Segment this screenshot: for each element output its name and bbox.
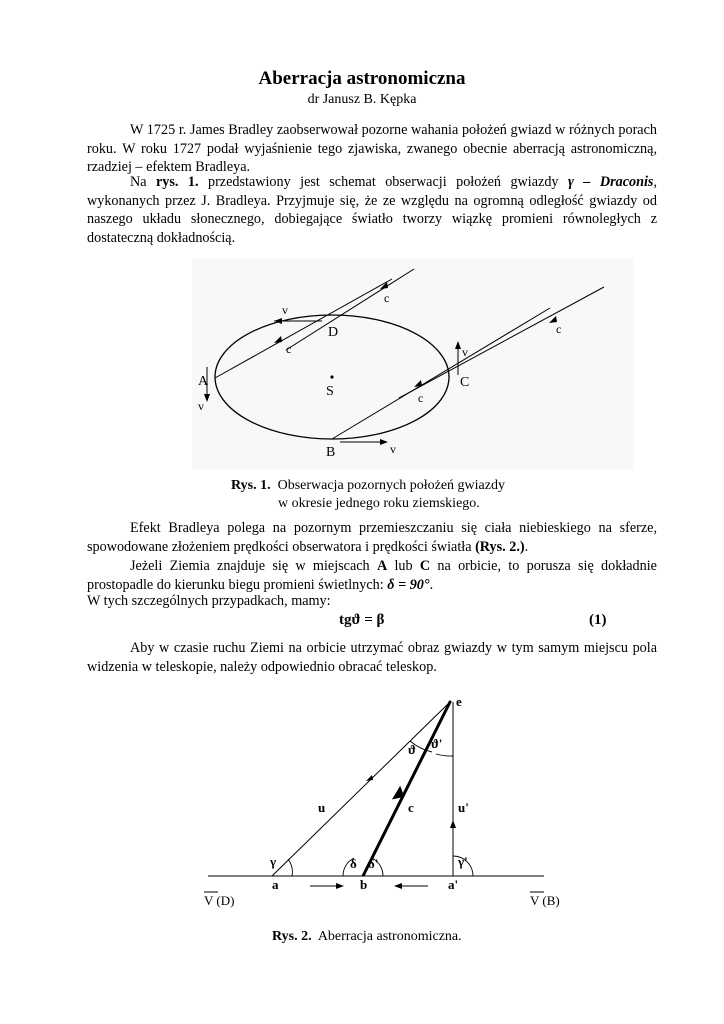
label-a: a bbox=[272, 877, 279, 892]
label-u: u bbox=[318, 800, 326, 815]
figure-1-orbit-diagram bbox=[192, 258, 634, 470]
paragraph-special-cases: W tych szczególnych przypadkach, mamy: bbox=[87, 593, 331, 609]
label-gamma: γ bbox=[270, 854, 277, 869]
caption-label: Rys. 1. bbox=[231, 478, 271, 493]
c-arrow-head bbox=[394, 788, 403, 798]
label-c: c bbox=[408, 800, 414, 815]
light-speed-label: c bbox=[556, 322, 562, 336]
point-label-B: B bbox=[326, 445, 336, 460]
text: przedstawiony jest schemat obserwacji położeń gwiazdy bbox=[198, 174, 568, 190]
paragraph-bradley-effect bbox=[87, 519, 657, 556]
label-theta-prime: ϑ' bbox=[431, 736, 443, 751]
u-arrow-head bbox=[366, 775, 373, 781]
arrow-head bbox=[336, 883, 344, 889]
point-label-S: S bbox=[326, 384, 334, 399]
figure-background bbox=[192, 258, 634, 470]
paragraph-fig1-description bbox=[87, 173, 657, 247]
text: lub bbox=[387, 558, 420, 574]
figure-2-caption bbox=[272, 929, 462, 945]
label-theta: ϑ bbox=[408, 742, 416, 757]
vector-u bbox=[272, 702, 450, 876]
arrow-head bbox=[394, 883, 402, 889]
text: , wykonanych przez J. Bradleya. Przyjmuje się, że ze względu na ogromną odległość gwiazdy od naszego układu słonecznego, dobiegające światło tworzy wiązkę promieni równoległych z dostateczną dokładnością. bbox=[87, 174, 657, 246]
point-label-A: A bbox=[198, 374, 209, 389]
equation-1: tgϑ = β bbox=[339, 612, 385, 628]
velocity-label: v bbox=[282, 303, 288, 317]
paragraph-perpendicular-case bbox=[87, 557, 657, 594]
point-ref-C: C bbox=[419, 558, 431, 574]
text: Na bbox=[130, 174, 156, 190]
formula-delta: δ = 90° bbox=[387, 576, 430, 593]
equation-number: (1) bbox=[589, 612, 607, 628]
label-delta: δ bbox=[350, 856, 357, 871]
u-prime-arrow-head bbox=[450, 820, 456, 828]
label-e: e bbox=[456, 694, 462, 709]
figure-1-caption bbox=[231, 478, 505, 494]
text: Jeżeli Ziemia znajduje się w miejscach bbox=[130, 558, 377, 574]
figure-reference: (Rys. 2.) bbox=[475, 538, 525, 555]
figure-1-caption-line2: w okresie jednego roku ziemskiego. bbox=[278, 496, 480, 511]
page-title: Aberracja astronomiczna bbox=[258, 68, 466, 89]
point-label-C: C bbox=[460, 375, 470, 390]
angle-arc-theta-prime bbox=[436, 754, 453, 756]
author: dr Janusz B. Kępka bbox=[307, 92, 417, 107]
paragraph-telescope: Aby w czasie ruchu Ziemi na orbicie utrzymać obraz gwiazdy w tym samym miejscu pola widzenia w teleskopie, należy odpowiednio obracać teleskop. bbox=[87, 640, 657, 675]
angle-arc-gamma bbox=[288, 859, 292, 876]
caption-text: Obserwacja pozornych położeń gwiazdy bbox=[277, 478, 505, 493]
label-u-prime: u' bbox=[458, 800, 469, 815]
label-b: b bbox=[360, 877, 368, 892]
caption-label: Rys. 2. bbox=[272, 929, 312, 944]
label-delta-prime: δ' bbox=[368, 856, 379, 871]
velocity-label: v bbox=[462, 345, 468, 359]
text: na orbicie, to porusza się dokładnie prostopadle do kierunku biegu promieni świetlnych: bbox=[87, 558, 657, 593]
text: Efekt Bradleya polega na pozornym przemieszczaniu się ciała niebieskiego na sferze, spowodowane złożeniem prędkości obserwatora i prędkości światła bbox=[87, 520, 657, 555]
point-ref-A: A bbox=[376, 558, 388, 574]
label-velocity-B: V (B) bbox=[530, 893, 560, 908]
velocity-label: v bbox=[198, 399, 204, 413]
point-e bbox=[449, 701, 452, 704]
light-speed-label: c bbox=[286, 342, 292, 356]
paragraph-intro: W 1725 r. James Bradley zaobserwował pozorne wahania położeń gwiazd w różnych porach roku. W roku 1727 podał wyjaśnienie tego zjawiska, zwanego obecnie aberracją astronomiczną, rzadziej – efektem Bradleya. bbox=[87, 122, 657, 175]
figure-reference: rys. 1. bbox=[155, 174, 199, 190]
label-a-prime: a' bbox=[448, 877, 459, 892]
text: . bbox=[524, 538, 529, 555]
caption-text: Aberracja astronomiczna. bbox=[317, 929, 462, 944]
point-label-D: D bbox=[328, 325, 339, 340]
vector-c bbox=[363, 702, 450, 876]
sun-dot bbox=[330, 375, 333, 378]
label-velocity-D: V (D) bbox=[204, 893, 235, 908]
text: . bbox=[429, 576, 434, 593]
label-gamma-prime: γ' bbox=[458, 854, 468, 869]
light-speed-label: c bbox=[384, 291, 390, 305]
figure-2-aberration-diagram bbox=[192, 690, 572, 915]
star-name: γ – Draconis bbox=[567, 174, 654, 190]
velocity-label: v bbox=[390, 442, 396, 456]
light-speed-label: c bbox=[418, 391, 424, 405]
